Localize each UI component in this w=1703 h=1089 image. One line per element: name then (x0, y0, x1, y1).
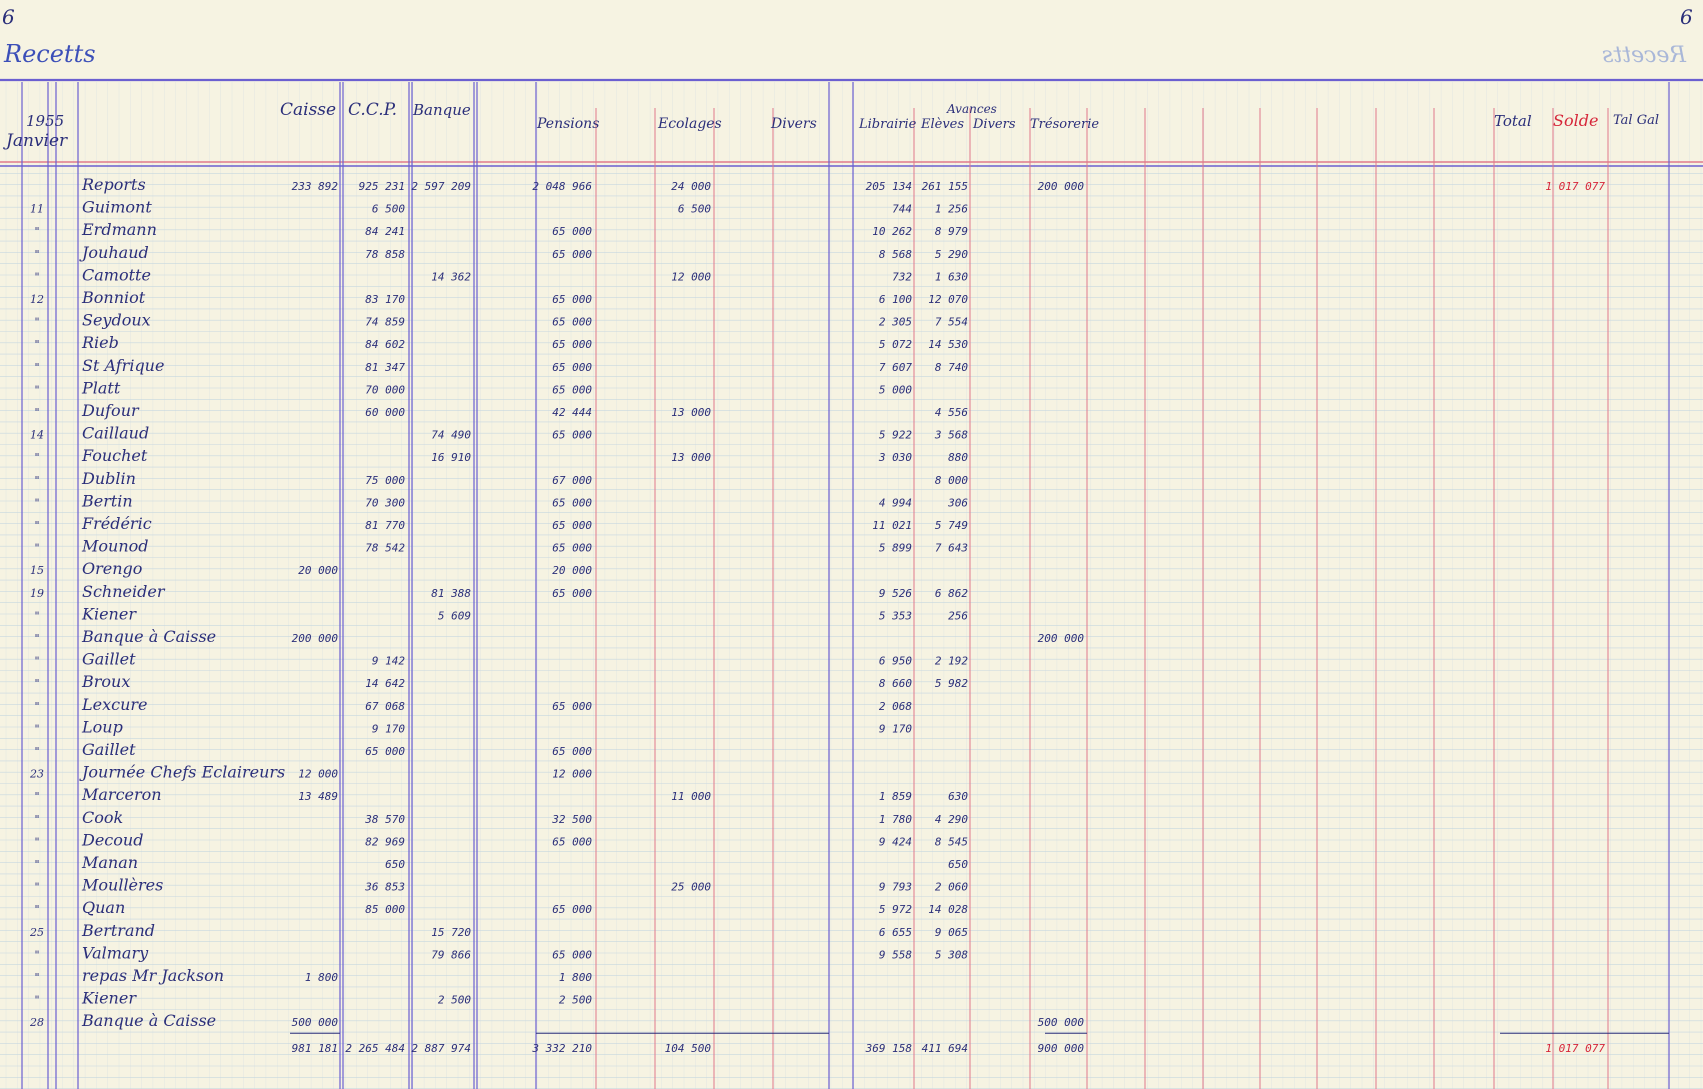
row-day: " (34, 858, 40, 871)
row-day: " (34, 225, 40, 239)
row-ccp-amount: 85 000 (365, 903, 405, 917)
page-number-right: 6 (1680, 5, 1693, 29)
row-librairie-amount: 2 305 (878, 315, 912, 329)
row-eleves-amount: 2 192 (934, 654, 968, 668)
row-librairie-amount: 9 170 (878, 722, 912, 736)
row-librairie-amount: 5 922 (878, 428, 912, 442)
row-ecolages-amount: 24 000 (671, 180, 711, 193)
row-eleves-amount: 5 308 (934, 948, 968, 962)
row-eleves-amount: 880 (948, 451, 968, 465)
row-ccp-amount: 6 500 (371, 202, 405, 216)
row-name: Marceron (82, 785, 162, 805)
row-pensions-amount: 1 800 (558, 971, 592, 984)
row-name: Bertrand (82, 920, 156, 940)
row-pensions-amount: 65 000 (552, 293, 592, 306)
row-eleves-amount: 3 568 (934, 428, 968, 442)
row-ecolages-amount: 12 000 (671, 270, 711, 284)
row-day: " (34, 632, 40, 645)
row-banque-amount: 16 910 (431, 451, 471, 465)
row-librairie-amount: 9 424 (878, 835, 912, 849)
row-caisse-amount: 12 000 (298, 767, 338, 781)
row-tresorerie-amount: 200 000 (1037, 180, 1084, 193)
row-pensions-amount: 65 000 (552, 903, 592, 917)
row-day: 11 (30, 202, 44, 216)
row-banque-amount: 5 609 (437, 609, 471, 623)
row-pensions-amount: 2 500 (558, 993, 592, 1007)
row-day: " (34, 338, 40, 352)
row-name: Quan (82, 898, 126, 918)
row-day: " (34, 971, 40, 984)
row-ccp-amount: 65 000 (365, 745, 405, 758)
row-name: Caillaud (82, 423, 150, 443)
row-day: " (34, 360, 40, 374)
row-name: Banque à Caisse (82, 627, 217, 646)
row-banque-amount: 15 720 (431, 925, 471, 939)
row-ccp-amount: 14 642 (365, 677, 405, 691)
row-day: " (34, 451, 40, 465)
header-librairie: Librairie (859, 117, 917, 132)
row-pensions-amount: 65 000 (552, 586, 592, 600)
row-pensions-amount: 65 000 (552, 699, 592, 713)
total-eleves: 411 694 (921, 1042, 968, 1056)
row-day: " (34, 315, 40, 329)
row-caisse-amount: 200 000 (291, 632, 338, 645)
row-day: " (34, 993, 40, 1007)
row-name: Mounod (82, 536, 149, 556)
row-librairie-amount: 1 780 (878, 812, 912, 826)
row-pensions-amount: 2 048 966 (532, 180, 592, 193)
row-ccp-amount: 82 969 (365, 835, 405, 849)
row-name: Journée Chefs Eclaireurs (82, 762, 286, 782)
row-day: " (34, 519, 40, 532)
row-librairie-amount: 10 262 (872, 225, 912, 239)
row-pensions-amount: 65 000 (552, 835, 592, 849)
row-name: Broux (82, 672, 131, 692)
row-name: St Afrique (82, 355, 165, 375)
row-pensions-amount: 65 000 (552, 948, 592, 962)
header-divers: Divers (771, 116, 817, 132)
row-pensions-amount: 65 000 (552, 383, 592, 397)
row-pensions-amount: 65 000 (552, 360, 592, 374)
row-librairie-amount: 9 793 (878, 880, 912, 894)
row-librairie-amount: 744 (892, 202, 912, 216)
page-title-mirror: Recetts (1602, 43, 1686, 68)
row-eleves-amount: 5 290 (934, 247, 968, 261)
row-name: Kiener (82, 988, 136, 1008)
row-banque-amount: 2 500 (437, 993, 471, 1007)
row-librairie-amount: 7 607 (878, 360, 912, 374)
row-ccp-amount: 60 000 (365, 406, 405, 419)
row-name: Jouhaud (82, 242, 149, 262)
row-ccp-amount: 83 170 (365, 293, 405, 306)
row-day: 19 (30, 586, 44, 600)
header-eleves: Elèves (921, 117, 965, 132)
row-ccp-amount: 75 000 (365, 473, 405, 487)
row-eleves-amount: 14 530 (928, 338, 968, 352)
row-librairie-amount: 8 568 (878, 247, 912, 261)
row-eleves-amount: 8 979 (934, 225, 968, 239)
row-librairie-amount: 9 558 (878, 948, 912, 962)
header-banque: Banque (413, 101, 471, 119)
row-name: Rieb (82, 333, 119, 353)
row-ccp-amount: 650 (385, 858, 405, 871)
row-day: " (34, 406, 40, 419)
year-label: 1955 (26, 112, 65, 130)
row-day: " (34, 835, 40, 849)
row-librairie-amount: 205 134 (865, 180, 912, 193)
row-pensions-amount: 65 000 (552, 338, 592, 352)
row-solde-amount: 1 017 077 (1545, 180, 1605, 193)
row-eleves-amount: 1 630 (934, 270, 968, 284)
row-eleves-amount: 14 028 (928, 903, 968, 917)
row-name: Bertin (82, 491, 133, 511)
row-eleves-amount: 1 256 (934, 202, 968, 216)
total-ccp: 2 265 484 (345, 1042, 405, 1056)
row-banque-amount: 74 490 (431, 428, 471, 442)
row-caisse-amount: 233 892 (291, 180, 338, 193)
row-ccp-amount: 38 570 (365, 812, 405, 826)
row-name: Platt (82, 378, 121, 398)
row-day: " (34, 496, 40, 510)
row-ccp-amount: 84 241 (365, 225, 405, 239)
header-solde: Solde (1553, 111, 1599, 130)
row-pensions-amount: 42 444 (552, 406, 592, 419)
row-banque-amount: 79 866 (431, 948, 471, 962)
row-name: Fouchet (82, 446, 148, 466)
row-pensions-amount: 65 000 (552, 496, 592, 510)
row-pensions-amount: 20 000 (552, 564, 592, 578)
row-eleves-amount: 261 155 (921, 180, 968, 193)
total-librairie: 369 158 (865, 1042, 912, 1056)
row-caisse-amount: 20 000 (298, 564, 338, 578)
row-caisse-amount: 1 800 (304, 971, 338, 984)
total-pensions: 3 332 210 (532, 1042, 592, 1056)
total-banque: 2 887 974 (411, 1042, 471, 1056)
row-day: " (34, 812, 40, 826)
row-librairie-amount: 1 859 (878, 790, 912, 804)
row-name: Banque à Caisse (82, 1011, 217, 1031)
row-name: Frédéric (82, 514, 152, 533)
row-day: " (34, 247, 40, 261)
page-number-left: 6 (2, 5, 15, 29)
row-librairie-amount: 9 526 (878, 586, 912, 600)
header-tot-gal: Tal Gal (1613, 113, 1659, 128)
row-librairie-amount: 3 030 (878, 451, 912, 465)
row-name: Dufour (82, 401, 139, 420)
row-name: repas Mr Jackson (82, 966, 225, 985)
total-ecolages: 104 500 (664, 1042, 711, 1056)
row-ccp-amount: 81 347 (365, 360, 405, 374)
row-librairie-amount: 2 068 (878, 699, 912, 713)
row-librairie-amount: 5 000 (878, 383, 912, 397)
row-ccp-amount: 36 853 (365, 880, 405, 894)
row-pensions-amount: 32 500 (552, 812, 592, 826)
row-ecolages-amount: 13 000 (671, 451, 711, 465)
row-name: Erdmann (82, 220, 157, 240)
row-eleves-amount: 630 (948, 790, 968, 804)
row-eleves-amount: 4 290 (934, 812, 968, 826)
row-name: Gaillet (82, 740, 136, 759)
row-pensions-amount: 12 000 (552, 767, 592, 781)
header-tresorerie: Trésorerie (1030, 117, 1100, 132)
row-day: 15 (30, 564, 44, 578)
row-pensions-amount: 65 000 (552, 428, 592, 442)
row-eleves-amount: 8 545 (934, 835, 968, 849)
row-eleves-amount: 5 749 (934, 519, 968, 532)
row-eleves-amount: 7 643 (934, 541, 968, 555)
row-eleves-amount: 2 060 (934, 880, 968, 894)
row-librairie-amount: 5 899 (878, 541, 912, 555)
row-ccp-amount: 70 000 (365, 383, 405, 397)
row-ccp-amount: 74 859 (365, 315, 405, 329)
row-name: Schneider (82, 581, 165, 601)
row-name: Manan (82, 853, 139, 872)
row-name: Bonniot (82, 288, 146, 307)
row-pensions-amount: 65 000 (552, 225, 592, 239)
row-day: 14 (30, 428, 44, 442)
row-eleves-amount: 8 000 (934, 473, 968, 487)
row-eleves-amount: 9 065 (934, 925, 968, 939)
row-librairie-amount: 5 353 (878, 609, 912, 623)
row-eleves-amount: 7 554 (934, 315, 968, 329)
row-ecolages-amount: 25 000 (671, 880, 711, 894)
row-name: Lexcure (82, 694, 148, 714)
row-librairie-amount: 5 072 (878, 338, 912, 352)
row-tresorerie-amount: 200 000 (1037, 632, 1084, 645)
row-day: 12 (30, 293, 44, 306)
row-name: Moullères (82, 875, 164, 895)
row-ecolages-amount: 13 000 (671, 406, 711, 419)
row-eleves-amount: 256 (948, 609, 968, 623)
row-ecolages-amount: 6 500 (677, 202, 711, 216)
header-total: Total (1494, 112, 1532, 130)
row-caisse-amount: 13 489 (298, 790, 338, 804)
row-name: Gaillet (82, 649, 136, 669)
row-name: Valmary (82, 943, 149, 963)
row-day: " (34, 677, 40, 691)
row-name: Loup (82, 717, 123, 737)
row-eleves-amount: 12 070 (928, 293, 968, 306)
row-day: " (34, 654, 40, 668)
row-pensions-amount: 67 000 (552, 473, 592, 487)
row-librairie-amount: 6 950 (878, 654, 912, 668)
row-librairie-amount: 732 (892, 270, 912, 284)
row-day: " (34, 722, 40, 736)
header-divers-2: Divers (973, 117, 1016, 132)
row-day: " (34, 383, 40, 397)
row-day: 28 (30, 1016, 44, 1030)
row-day: " (34, 948, 40, 962)
row-ccp-amount: 84 602 (365, 338, 405, 352)
row-day: " (34, 473, 40, 487)
row-day: " (34, 699, 40, 713)
header-pensions: Pensions (537, 116, 600, 132)
row-day: " (34, 609, 40, 623)
row-day: " (34, 903, 40, 917)
row-name: Kiener (82, 604, 136, 624)
row-pensions-amount: 65 000 (552, 541, 592, 555)
row-name: Orengo (82, 559, 143, 579)
row-name: Dublin (82, 468, 136, 488)
row-pensions-amount: 65 000 (552, 745, 592, 758)
row-eleves-amount: 6 862 (934, 586, 968, 600)
row-day: " (34, 880, 40, 894)
row-ecolages-amount: 11 000 (671, 790, 711, 804)
row-day: " (34, 745, 40, 758)
row-librairie-amount: 8 660 (878, 677, 912, 691)
row-pensions-amount: 65 000 (552, 519, 592, 532)
row-banque-amount: 2 597 209 (411, 180, 471, 193)
row-banque-amount: 14 362 (431, 270, 471, 284)
total-tresorerie: 900 000 (1037, 1042, 1084, 1056)
row-eleves-amount: 5 982 (934, 677, 968, 691)
row-librairie-amount: 4 994 (878, 496, 912, 510)
row-day: " (34, 270, 40, 284)
row-day: " (34, 790, 40, 804)
row-day: 23 (30, 767, 44, 781)
row-banque-amount: 81 388 (431, 586, 471, 600)
row-day: 25 (30, 925, 44, 939)
row-eleves-amount: 306 (948, 496, 968, 510)
header-avances: Avances (947, 102, 997, 116)
row-name: Decoud (82, 830, 144, 850)
row-caisse-amount: 500 000 (291, 1016, 338, 1030)
total-solde: 1 017 077 (1545, 1042, 1605, 1056)
header-caisse: Caisse (280, 100, 337, 120)
row-ccp-amount: 81 770 (365, 519, 405, 532)
row-eleves-amount: 8 740 (934, 360, 968, 374)
header-ccp: C.C.P. (348, 100, 398, 120)
row-name: Camotte (82, 265, 151, 285)
row-ccp-amount: 9 170 (371, 722, 405, 736)
row-eleves-amount: 650 (948, 858, 968, 871)
row-ccp-amount: 67 068 (365, 699, 405, 713)
row-librairie-amount: 6 655 (878, 925, 912, 939)
row-day: " (34, 541, 40, 555)
row-pensions-amount: 65 000 (552, 315, 592, 329)
row-name: Seydoux (82, 310, 151, 330)
row-librairie-amount: 11 021 (872, 519, 912, 532)
page-title: Recetts (4, 40, 96, 68)
row-ccp-amount: 78 858 (365, 247, 405, 261)
row-librairie-amount: 6 100 (878, 293, 912, 306)
row-name: Reports (82, 175, 146, 194)
total-caisse: 981 181 (291, 1042, 338, 1056)
row-tresorerie-amount: 500 000 (1037, 1016, 1084, 1030)
row-name: Guimont (82, 197, 152, 217)
row-name: Cook (82, 807, 124, 827)
row-eleves-amount: 4 556 (934, 406, 968, 419)
month-label: Janvier (6, 131, 68, 151)
row-ccp-amount: 78 542 (365, 541, 405, 555)
header-ecolages: Ecolages (658, 116, 722, 132)
row-ccp-amount: 925 231 (358, 180, 405, 193)
row-ccp-amount: 9 142 (371, 654, 405, 668)
row-pensions-amount: 65 000 (552, 247, 592, 261)
row-ccp-amount: 70 300 (365, 496, 405, 510)
row-librairie-amount: 5 972 (878, 903, 912, 917)
